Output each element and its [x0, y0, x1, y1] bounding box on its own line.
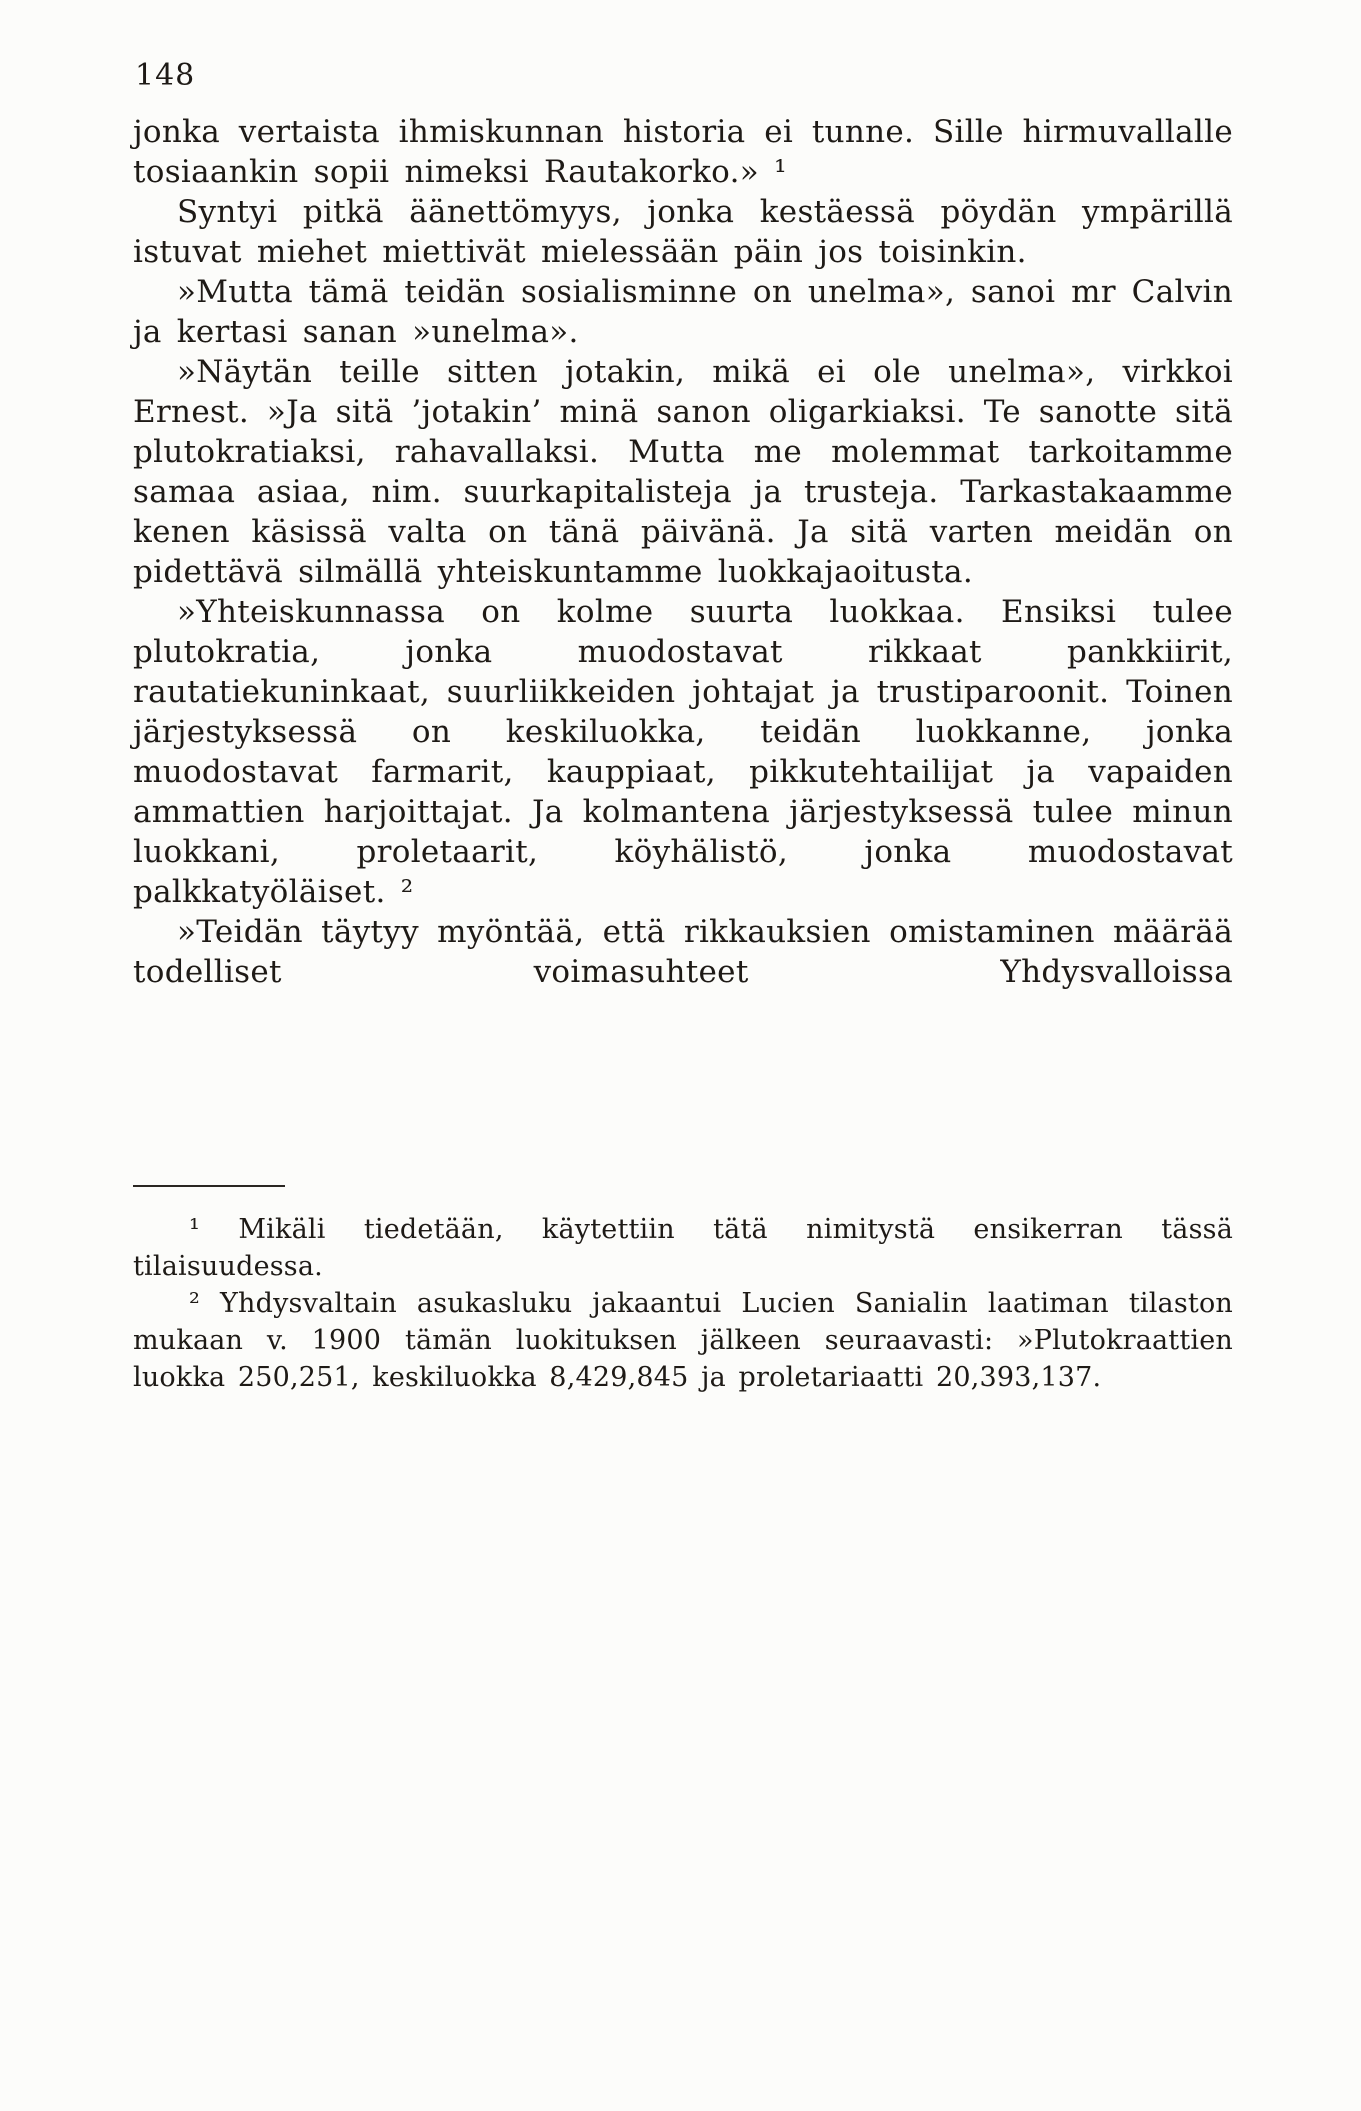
paragraph: »Yhteiskunnassa on kolme suurta luokkaa. Ensiksi tulee plutokratia, jonka muodostavat rikkaat pankkiirit, rautatiekuninkaat, suurliikkeiden johtajat ja trustiparoonit. Toinen järjestyksessä on keskiluokka, teidän luokkanne, jonka muodostavat farmarit, kauppiaat, pikkutehtailijat ja vapaiden ammattien harjoittajat. Ja kolmantena järjestyksessä tulee minun luokkani, proletaarit, köyhälistö, jonka muodostavat palkkatyöläiset. ² — [133, 594, 1233, 910]
main-text-block — [133, 112, 1233, 992]
paragraph: »Näytän teille sitten jotakin, mikä ei ole unelma», virkkoi Ernest. »Ja sitä ’jotakin’ minä sanon oligarkiaksi. Te sanotte sitä plutokratiaksi, rahavallaksi. Mutta me molemmat tarkoitamme samaa asiaa, nim. suurkapitalisteja ja trusteja. Tarkastakaamme kenen käsissä valta on tänä päivänä. Ja sitä varten meidän on pidettävä silmällä yhteiskuntamme luokkajaoitusta. — [133, 354, 1233, 590]
paragraph: »Teidän täytyy myöntää, että rikkauksien omistaminen määrää todelliset voimasuhteet Yhdysvalloissa — [133, 914, 1233, 990]
footnotes-section — [133, 1185, 1233, 1396]
paragraph: »Mutta tämä teidän sosialisminne on unelma», sanoi mr Calvin ja kertasi sanan »unelma». — [133, 274, 1233, 350]
paragraph: Syntyi pitkä äänettömyys, jonka kestäessä pöydän ympärillä istuvat miehet miettivät mielessään päin jos toisinkin. — [133, 194, 1233, 270]
page-number: 148 — [135, 58, 196, 93]
footnote-item: ² Yhdysvaltain asukasluku jakaantui Lucien Sanialin laatiman tilaston mukaan v. 1900 tämän luokituksen jälkeen seuraavasti: »Plutokraattien luokka 250,251, keskiluokka 8,429,845 ja proletariaatti 20,393,137. — [133, 1288, 1233, 1393]
paragraph: jonka vertaista ihmiskunnan historia ei tunne. Sille hirmuvallalle tosiaankin sopii nimeksi Rautakorko.» ¹ — [133, 114, 1233, 190]
footnote-divider — [133, 1185, 285, 1187]
footnote-item: ¹ Mikäli tiedetään, käytettiin tätä nimitystä ensikerran tässä tilaisuudessa. — [133, 1214, 1233, 1282]
